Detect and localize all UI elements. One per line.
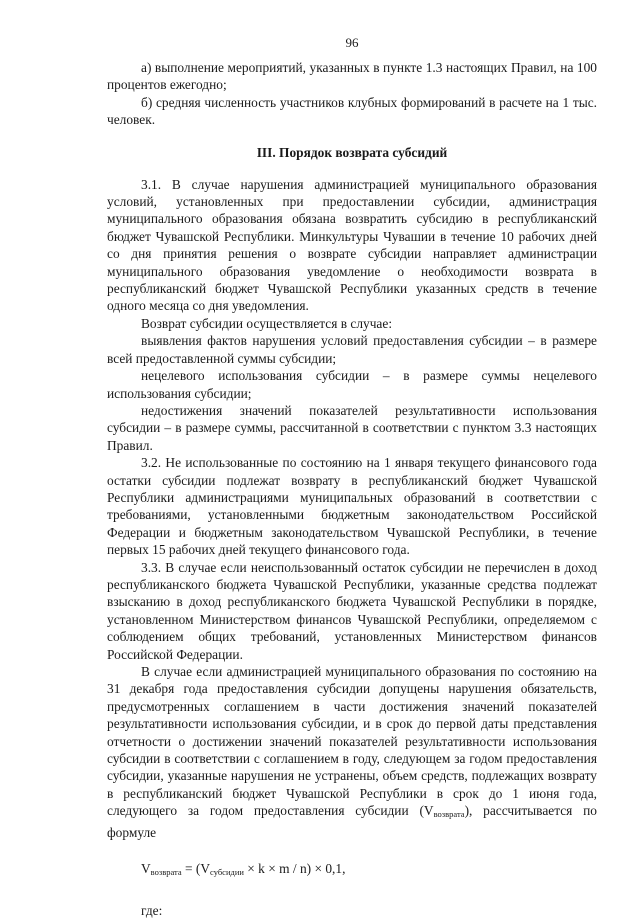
paragraph-3-2: 3.2. Не использованные по состоянию на 1 января текущего финансового года остатки субсидии подлежат возврату в республиканский бюджет Чувашской Республики администрациями муниципальных образований в соответствии с требованиями, установленными бюджетным законодательством Российской Федерации и бюджетным законодательством Чувашской Республики, в течение первых 15 рабочих дней текущего финансового года. bbox=[107, 455, 597, 558]
paragraph-b: б) средняя численность участников клубных формирований в расчете на 1 тыс. человек. bbox=[107, 94, 597, 128]
paragraph-case-misuse: нецелевого использования субсидии – в размере суммы нецелевого использования субсидии; bbox=[107, 368, 597, 401]
paragraph-a: а) выполнение мероприятий, указанных в пункте 1.3 настоящих Правил, на 100 процентов ежегодно; bbox=[107, 60, 597, 93]
paragraph-violations: В случае если администрацией муниципального образования по состоянию на 31 декабря года предоставления субсидии допущены нарушения обязательств, предусмотренных соглашением в части достижения значений показателей результативности использования субсидии, и в срок до первой даты представления отчетности о достижении значений показателей результативности использования субсидии в соответствии с соглашением в году, следующем за годом предоставления субсидии, указанные нарушения не устранены, объем средств, подлежащих возврату в республиканский бюджет Чувашской Республики в срок до 1 июня года, следующего за годом предоставления субсидии (Vвозврата), рассчитывается по формуле bbox=[107, 664, 597, 840]
paragraph-return-cases: Возврат субсидии осуществляется в случае: bbox=[141, 315, 393, 331]
formula-rest: × k × m / n) × 0,1, bbox=[243, 861, 346, 877]
document-page bbox=[107, 34, 597, 919]
section-title: III. Порядок возврата субсидий bbox=[256, 144, 448, 160]
paragraph-violations-tail: ), рассчитывается по формуле bbox=[107, 803, 597, 840]
formula-lhs: V bbox=[141, 861, 151, 877]
formula-rhs-sub: субсидии bbox=[210, 867, 244, 878]
formula-eq: = (V bbox=[181, 861, 211, 877]
paragraph-3-1: 3.1. В случае нарушения администрацией муниципального образования условий, установленных при предоставлении субсидии, администрация муниципального образования обязана возвратить субсидию в республиканский бюджет Чувашской Республики. Минкультуры Чувашии в течение 10 рабочих дней со дня принятия решения о возврате субсидии направляет администрации муниципального образования уведомление о необходимости возврата в республиканский бюджет Чувашской Республики указанных средств в течение одного месяца со дня уведомления. bbox=[107, 176, 597, 314]
where-label: где: bbox=[141, 903, 163, 919]
paragraph-violations-text: В случае если администрацией муниципального образования по состоянию на 31 декабря года предоставления субсидии допущены нарушения обязательств, предусмотренных соглашением в части достижения значений показателей результативности использования субсидии, и в срок до первой даты представления отчетности о достижении значений показателей результативности использования субсидии в соответствии с соглашением в году, следующем за годом предоставления субсидии, указанные нарушения не устранены, объем средств, подлежащих возврату в республиканский бюджет Чувашской Республики в срок до 1 июня года, следующего за годом предоставления субсидии bbox=[107, 664, 597, 819]
v-subscript: возврата bbox=[433, 809, 465, 820]
v-symbol: V bbox=[423, 803, 434, 819]
formula-lhs-sub: возврата bbox=[150, 867, 182, 878]
return-formula bbox=[141, 860, 597, 881]
paragraph-case-indicators: недостижения значений показателей результативности использования субсидии – в размере суммы, рассчитанной в соответствии с пунктом 3.3 настоящих Правил. bbox=[107, 402, 597, 453]
paragraph-case-violation: выявления фактов нарушения условий предоставления субсидии – в размере всей предоставленной суммы субсидии; bbox=[107, 333, 597, 366]
page-number: 96 bbox=[345, 35, 359, 50]
paragraph-3-3: 3.3. В случае если неиспользованный остаток субсидии не перечислен в доход республиканского бюджета Чувашской Республики, указанные средства подлежат взысканию в доход республиканского бюджета Чувашской Республики в порядке, установленном Министерством финансов Чувашской Республики, определяемом с соблюдением общих требований, установленных Министерством финансов Российской Федерации. bbox=[107, 559, 597, 662]
